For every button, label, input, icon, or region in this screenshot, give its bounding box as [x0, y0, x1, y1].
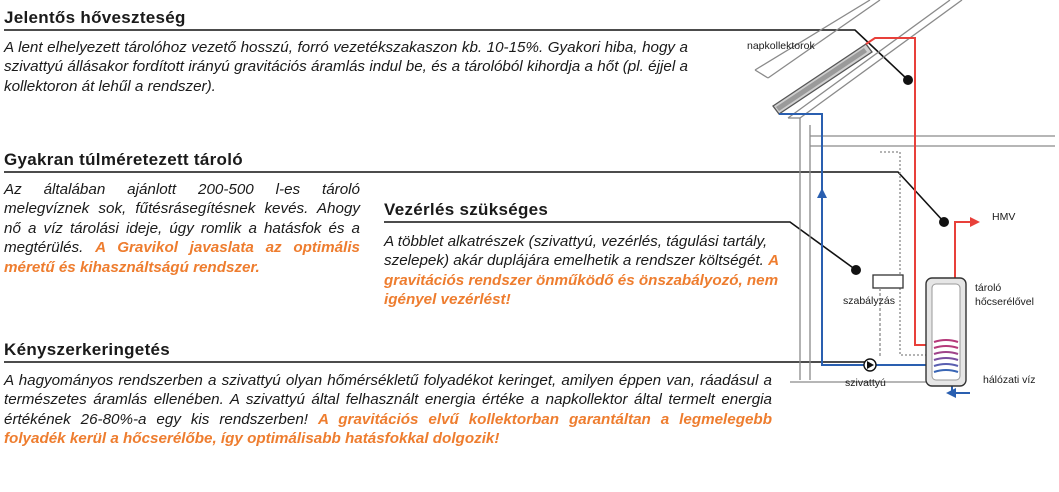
text-control-needed-body: A többlet alkatrészek (szivattyú, vezérlés, tágulási tartály, szelepek) akár duplájára emelhetik a rendszer költségét. [384, 233, 768, 270]
text-heat-loss: A lent elhelyezett tárolóhoz vezető hosszú, forró vezetékszakaszon kb. 10-15%. Gyakori hiba, hogy a szivattyú állásakor fordított irányú gravitációs áramlás indul be, és a tárolóból kihordja a hőt (pl. éjjel a kollektoron át lehűl a rendszer). [4, 39, 688, 95]
pump-symbol [864, 359, 876, 371]
text-oversized-storage [4, 180, 360, 277]
label-hmv: HMV [992, 211, 1016, 223]
leader-dot-loss [903, 75, 913, 85]
heading-oversized-storage: Gyakran túlméretezett tároló [4, 150, 243, 169]
text-forced-circulation-body: A hagyományos rendszerben a szivattyú olyan hőmérsékletű folyadékot keringet, amilyen éppen van, ráadásul a természetes áramlás ellenében. A szivattyú által felhasznált energia értéke a napkollektor által termelt energia értékének 26-80%-a egy kis rendszerben! [4, 372, 772, 428]
leader-dot-storage [939, 217, 949, 227]
solar-collector [773, 44, 872, 114]
label-controller: szabályzás [843, 295, 895, 307]
text-oversized-storage-body: Az általában ajánlott 200-500 l-es tároló melegvíznek sok, fűtésrásegítésnek kevés. Ahogy nő a víz tárolási ideje, úgy romlik a hatásfok és a megtérülés. [4, 181, 360, 257]
text-control-needed [384, 232, 784, 310]
heading-control-needed: Vezérlés szükséges [384, 200, 549, 219]
building-outline [755, 0, 1055, 382]
label-collector: napkollektorok [747, 40, 815, 52]
label-mains-water: hálózati víz [983, 374, 1036, 386]
label-tank-line2: hőcserélővel [975, 296, 1034, 308]
flow-arrow-up [817, 188, 827, 198]
text-forced-circulation-highlight: A gravitációs elvű kollektorban garantáltan a legmelegebb folyadék kerül a hőcserélőbe, így optimálisabb hatásfokkal dolgozik! [4, 410, 772, 448]
label-pump: szivattyú [845, 377, 886, 389]
leader-dot-control [851, 265, 861, 275]
text-oversized-storage-highlight: A Gravikol javaslata az optimális méretű és kihasználtságú rendszer. [4, 239, 360, 276]
heading-forced-circulation: Kényszerkeringetés [4, 340, 171, 359]
controller-box [873, 275, 903, 288]
text-forced-circulation [4, 371, 772, 449]
label-tank-line1: tároló [975, 282, 1002, 294]
heading-heat-loss: Jelentős hőveszteség [4, 8, 186, 27]
text-control-needed-highlight: A gravitációs rendszer önműködő és önszabályozó, nem igényel vezérlést! [384, 252, 779, 309]
